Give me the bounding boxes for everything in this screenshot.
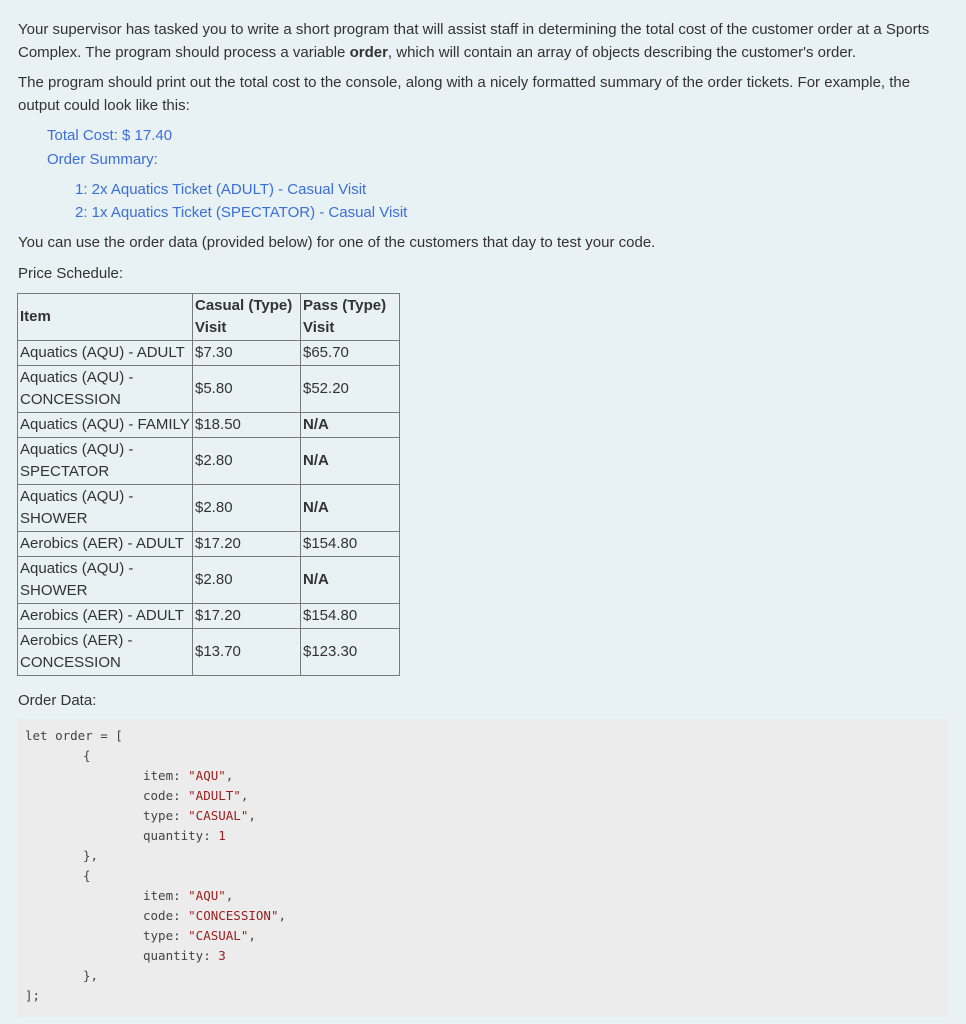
item-cell: Aquatics (AQU) - SHOWER xyxy=(18,485,193,532)
header-item: Item xyxy=(18,294,193,341)
test-paragraph: You can use the order data (provided below) for one of the customers that day to test your code. xyxy=(18,234,656,251)
pass-cell: $154.80 xyxy=(301,532,400,557)
table-row xyxy=(18,438,400,485)
example-line-1: 1: 2x Aquatics Ticket (ADULT) - Casual Visit xyxy=(75,181,367,198)
pass-cell: $65.70 xyxy=(301,341,400,366)
item-cell: Aerobics (AER) - CONCESSION xyxy=(18,629,193,676)
table-row xyxy=(18,629,400,676)
example-summary-label: Order Summary: xyxy=(47,151,158,168)
code-line-item xyxy=(143,766,233,786)
code-string: "AQU" xyxy=(188,768,226,783)
code-key: quantity: xyxy=(143,828,219,843)
code-block xyxy=(18,719,948,1017)
code-string: "CASUAL" xyxy=(188,808,249,823)
example-total: Total Cost: $ 17.40 xyxy=(47,127,173,144)
code-string: "CASUAL" xyxy=(188,928,249,943)
code-key: type: xyxy=(143,808,189,823)
casual-cell: $13.70 xyxy=(193,629,301,676)
pass-cell: N/A xyxy=(301,413,400,438)
order-data-label: Order Data: xyxy=(18,692,97,709)
code-line-quantity xyxy=(143,946,226,966)
header-casual: Casual (Type) Visit xyxy=(193,294,301,341)
price-table xyxy=(17,293,400,676)
output-paragraph: The program should print out the total cost to the console, along with a nicely formatted summary of the order tickets. For example, the output could look like this: xyxy=(18,74,911,114)
code-close-brace: }, xyxy=(83,968,99,983)
table-header-row xyxy=(18,294,400,341)
item-cell: Aquatics (AQU) - CONCESSION xyxy=(18,366,193,413)
code-string: "ADULT" xyxy=(188,788,241,803)
table-row xyxy=(18,485,400,532)
table-row xyxy=(18,532,400,557)
code-string: "CONCESSION" xyxy=(188,908,279,923)
code-line-item xyxy=(143,886,233,906)
code-line-code xyxy=(143,786,248,806)
intro-text: Your supervisor has tasked you to write a short program that will assist staff in determining the total cost of the customer order at a Sports Complex. The program should process a variable xyxy=(18,21,930,61)
code-number: 3 xyxy=(218,948,226,963)
item-cell: Aerobics (AER) - ADULT xyxy=(18,532,193,557)
item-cell: Aquatics (AQU) - FAMILY xyxy=(18,413,193,438)
code-key: code: xyxy=(143,788,189,803)
order-variable-name: order xyxy=(349,44,388,61)
code-comma: , xyxy=(225,768,234,783)
table-row xyxy=(18,366,400,413)
casual-cell: $5.80 xyxy=(193,366,301,413)
casual-cell: $7.30 xyxy=(193,341,301,366)
item-cell: Aerobics (AER) - ADULT xyxy=(18,604,193,629)
price-schedule-label: Price Schedule: xyxy=(18,265,124,282)
code-number: 1 xyxy=(218,828,226,843)
code-key: quantity: xyxy=(143,948,219,963)
pass-cell: N/A xyxy=(301,557,400,604)
code-line-quantity xyxy=(143,826,226,846)
code-key: item: xyxy=(143,768,189,783)
intro-paragraph xyxy=(18,18,948,64)
code-close-brace: }, xyxy=(83,848,99,863)
code-comma: , xyxy=(278,908,286,923)
table-row xyxy=(18,413,400,438)
example-line-2: 2: 1x Aquatics Ticket (SPECTATOR) - Casual Visit xyxy=(75,204,408,221)
table-row xyxy=(18,604,400,629)
intro-text-end: , which will contain an array of objects describing the customer's order. xyxy=(387,44,856,61)
pass-cell: $123.30 xyxy=(301,629,400,676)
casual-cell: $18.50 xyxy=(193,413,301,438)
code-line-declaration: let order = [ xyxy=(25,728,123,743)
item-cell: Aquatics (AQU) - SPECTATOR xyxy=(18,438,193,485)
code-line-type xyxy=(143,806,256,826)
code-line-code xyxy=(143,906,286,926)
item-cell: Aquatics (AQU) - ADULT xyxy=(18,341,193,366)
code-open-brace: { xyxy=(83,868,91,883)
pass-cell: N/A xyxy=(301,485,400,532)
casual-cell: $2.80 xyxy=(193,438,301,485)
code-comma: , xyxy=(225,888,234,903)
code-key: type: xyxy=(143,928,189,943)
code-key: code: xyxy=(143,908,189,923)
code-comma: , xyxy=(248,808,256,823)
code-line-end: ]; xyxy=(25,988,41,1003)
table-row xyxy=(18,557,400,604)
casual-cell: $17.20 xyxy=(193,604,301,629)
header-pass: Pass (Type) Visit xyxy=(301,294,400,341)
pass-cell: N/A xyxy=(301,438,400,485)
table-row xyxy=(18,341,400,366)
casual-cell: $2.80 xyxy=(193,557,301,604)
pass-cell: $154.80 xyxy=(301,604,400,629)
casual-cell: $17.20 xyxy=(193,532,301,557)
code-line-type xyxy=(143,926,256,946)
code-open-brace: { xyxy=(83,748,91,763)
item-cell: Aquatics (AQU) - SHOWER xyxy=(18,557,193,604)
casual-cell: $2.80 xyxy=(193,485,301,532)
pass-cell: $52.20 xyxy=(301,366,400,413)
code-key: item: xyxy=(143,888,189,903)
code-comma: , xyxy=(240,788,249,803)
code-comma: , xyxy=(248,928,256,943)
code-string: "AQU" xyxy=(188,888,226,903)
